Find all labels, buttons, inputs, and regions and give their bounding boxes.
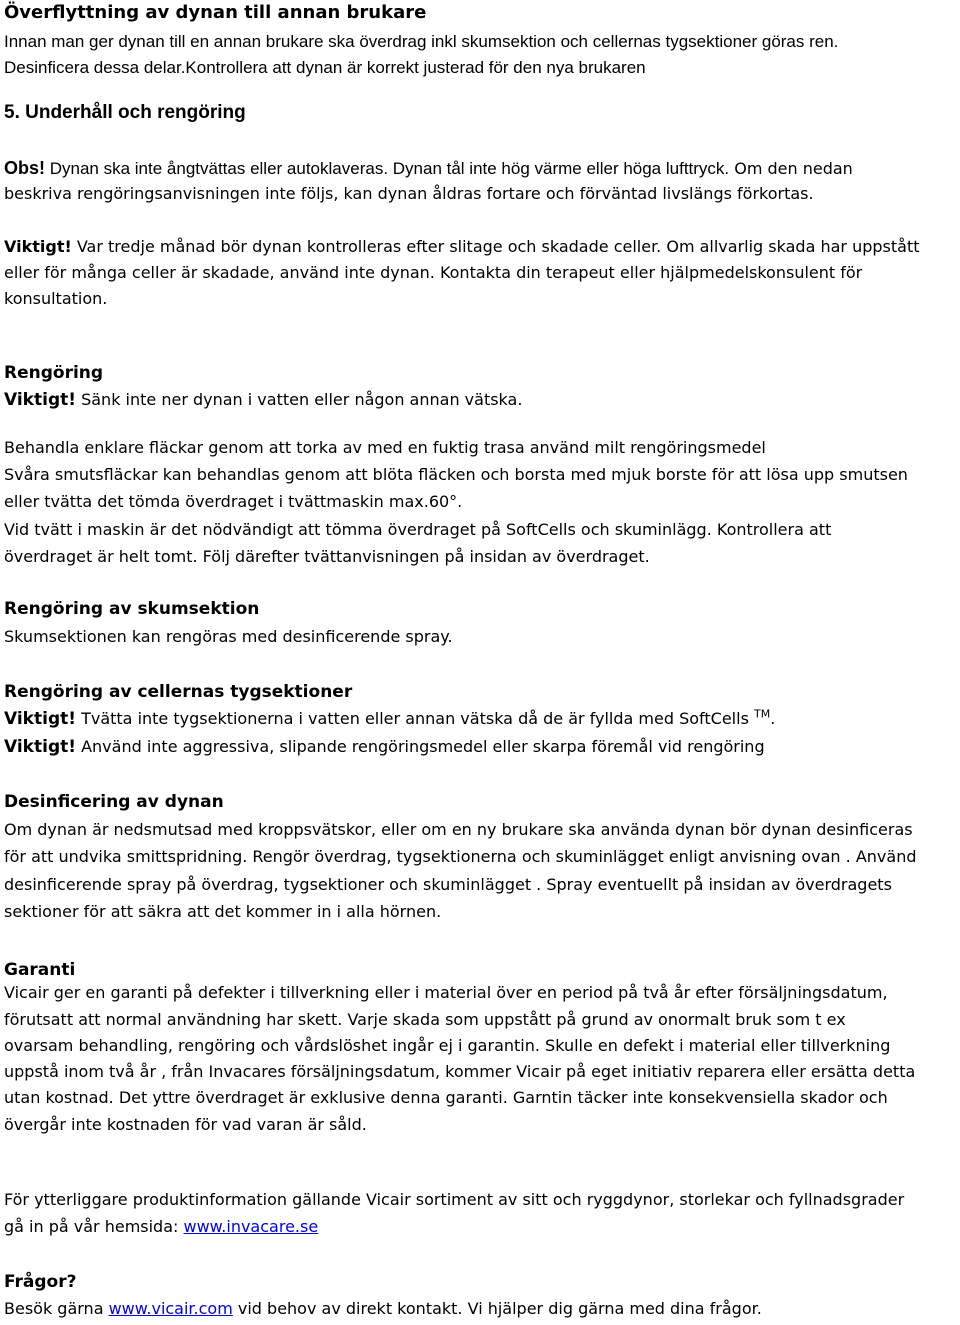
- questions-suffix: vid behov av direkt kontakt. Vi hjälper dig gärna med dina frågor.: [232, 1299, 762, 1318]
- questions-prefix: Besök gärna: [4, 1299, 109, 1318]
- cleaning-p3-line-2: överdraget är helt tomt. Följ därefter tvättanvisningen på insidan av överdraget.: [4, 547, 650, 566]
- questions-line: [4, 1298, 762, 1320]
- obs-text-a: Dynan ska inte ångtvättas eller autoklaveras. Dynan tål inte hög värme eller höga lufttryck.: [45, 159, 730, 178]
- obs-line-2: beskriva rengöringsanvisningen inte följs, kan dynan åldras fortare och förväntad livslängs förkortas.: [4, 184, 814, 203]
- maintenance-important-label: Viktigt!: [4, 237, 72, 256]
- warranty-line-4: uppstå inom två år , från Invacares försäljningsdatum, kommer Vicair på eget initiativ reparera eller ersätta detta: [4, 1062, 916, 1081]
- info-line-1: För ytterliggare produktinformation gällande Vicair sortiment av sitt och ryggdynor, storlekar och fyllnadsgrader: [4, 1190, 905, 1209]
- cleaning-important-line: [4, 389, 522, 411]
- maintenance-important-text-1: Var tredje månad bör dynan kontrolleras efter slitage och skadade celler. Om allvarlig skada har uppstått: [71, 237, 920, 256]
- cleaning-p2-line-2: eller tvätta det tömda överdraget i tvättmaskin max.60°.: [4, 492, 463, 511]
- cleaning-p2-line-1: Svåra smutsfläckar kan behandlas genom att blöta fläcken och borsta med mjuk borste för att lösa upp smutsen: [4, 465, 908, 484]
- info-line-2: [4, 1216, 318, 1238]
- cells-important-line-1: [4, 708, 775, 730]
- vicair-link[interactable]: www.vicair.com: [108, 1299, 233, 1318]
- trademark-mark: TM: [754, 707, 771, 721]
- warranty-line-3: ovarsam behandling, rengöring och vårdslöshet ingår ej i garantin. Skulle en defekt i material eller tillverkning: [4, 1036, 891, 1055]
- cleaning-p3-line-1: Vid tvätt i maskin är det nödvändigt att tömma överdraget på SoftCells och skuminlägg. Kontrollera att: [4, 520, 832, 539]
- cells-important-line-2: [4, 736, 765, 758]
- section-title-warranty: Garanti: [4, 960, 76, 980]
- cells-text-1: Tvätta inte tygsektionerna i vatten eller annan vätska då de är fyllda med SoftCells: [76, 709, 754, 728]
- cleaning-important-text: Sänk inte ner dynan i vatten eller någon annan vätska.: [76, 390, 523, 409]
- disinfection-line-2: för att undvika smittspridning. Rengör överdrag, tygsektionerna och skuminlägget enligt anvisning ovan . Använd: [4, 847, 917, 866]
- obs-line-1: [4, 157, 853, 180]
- maintenance-important-line-3: konsultation.: [4, 289, 108, 308]
- cells-important-label-1: Viktigt!: [4, 709, 76, 729]
- warranty-line-5: utan kostnad. Det yttre överdraget är exklusive denna garanti. Garntin täcker inte konsekvensiella skador och: [4, 1088, 888, 1107]
- section-title-disinfection: Desinficering av dynan: [4, 792, 224, 812]
- cleaning-p1: Behandla enklare fläckar genom att torka av med en fuktig trasa använd milt rengöringsmedel: [4, 438, 766, 457]
- transfer-text-line-1: Innan man ger dynan till en annan brukare ska överdrag inkl skumsektion och cellernas tygsektioner göras ren.: [4, 32, 839, 51]
- maintenance-important-line-2: eller för många celler är skadade, använd inte dynan. Kontakta din terapeut eller hjälpmedelskonsulent för: [4, 263, 863, 282]
- section-title-transfer: Överflyttning av dynan till annan brukare: [4, 2, 427, 23]
- cleaning-important-label: Viktigt!: [4, 390, 76, 410]
- disinfection-line-4: sektioner för att säkra att det kommer in i alla hörnen.: [4, 902, 442, 921]
- warranty-line-6: övergår inte kostnaden för vad varan är såld.: [4, 1115, 367, 1134]
- section-title-foam: Rengöring av skumsektion: [4, 599, 260, 619]
- warranty-line-1: Vicair ger en garanti på defekter i tillverkning eller i material över en period på två år efter försäljningsdatum,: [4, 983, 888, 1002]
- transfer-text-line-2: Desinficera dessa delar.Kontrollera att dynan är korrekt justerad för den nya brukaren: [4, 58, 646, 77]
- cells-important-label-2: Viktigt!: [4, 737, 76, 757]
- section-title-cleaning: Rengöring: [4, 363, 104, 383]
- disinfection-line-1: Om dynan är nedsmutsad med kroppsvätskor, eller om en ny brukare ska använda dynan bör dynan desinficeras: [4, 820, 913, 839]
- maintenance-important-line-1: [4, 236, 919, 258]
- cells-text-2: Använd inte aggressiva, slipande rengöringsmedel eller skarpa föremål vid rengöring: [76, 737, 765, 756]
- cells-text-1-end: .: [770, 709, 776, 728]
- section-title-maintenance: 5. Underhåll och rengöring: [4, 102, 246, 123]
- invacare-link[interactable]: www.invacare.se: [183, 1217, 319, 1236]
- info-line-2-prefix: gå in på vår hemsida:: [4, 1217, 184, 1236]
- disinfection-line-3: desinficerende spray på överdrag, tygsektioner och skuminlägget . Spray eventuellt på insidan av överdragets: [4, 875, 892, 894]
- obs-text-b: Om den nedan: [729, 159, 853, 178]
- warranty-line-2: förutsatt att normal användning har skett. Varje skada som uppstått på grund av onormalt bruk som t ex: [4, 1010, 846, 1029]
- section-title-questions: Frågor?: [4, 1272, 77, 1292]
- obs-label: Obs!: [4, 158, 46, 178]
- foam-text: Skumsektionen kan rengöras med desinficerende spray.: [4, 627, 453, 646]
- section-title-cells: Rengöring av cellernas tygsektioner: [4, 682, 353, 702]
